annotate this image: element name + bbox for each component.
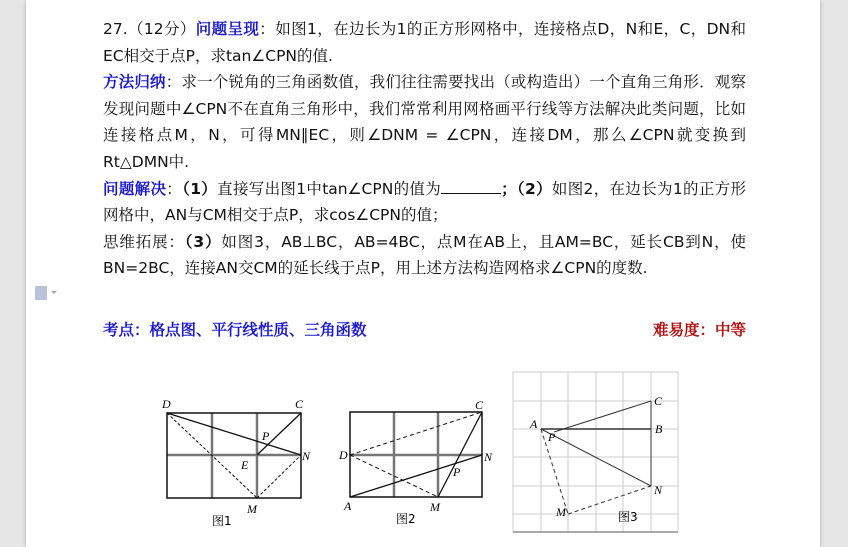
- figure-1-caption: 图1: [212, 514, 232, 528]
- figure-2: [338, 398, 493, 526]
- label-P: P: [262, 429, 270, 443]
- problem-number: 27.（12分）: [103, 20, 196, 38]
- label-N: N: [302, 449, 311, 463]
- label-B: B: [655, 422, 663, 436]
- label-P: P: [548, 430, 556, 444]
- label-M: M: [247, 502, 257, 516]
- heading-solving: 问题解决: [103, 179, 167, 198]
- heading-extension: 思维拓展：: [103, 232, 185, 251]
- part1-label: （1）: [182, 179, 218, 198]
- difficulty: 难易度：中等: [652, 320, 746, 339]
- label-N: N: [654, 483, 663, 497]
- part3-body: 如图3，AB⊥BC，AB=4BC，点M在AB上，且AM=BC，延长CB到N，使BN=2BC，连接AN交CM的延长线于点P，用上述方法构造网格求∠CPN的度数.: [103, 232, 746, 278]
- label-N: N: [484, 450, 493, 464]
- label-D: D: [339, 448, 348, 462]
- part1-body: 直接写出图1中tan∠CPN的值为: [217, 179, 442, 198]
- part3-label: （3）: [184, 232, 222, 251]
- label-M: M: [556, 505, 566, 519]
- label-M: M: [430, 500, 440, 514]
- label-C: C: [475, 398, 484, 412]
- figure-3-caption: 图3: [618, 510, 638, 524]
- figure-1: [161, 397, 311, 528]
- label-D: D: [162, 397, 171, 411]
- method-body: ：求一个锐角的三角函数值，我们往往需要找出（或构造出）一个直角三角形．观察发现问题中∠CPN不在直角三角形中，我们常常利用网格画平行线等方法解决此类问题，比如连接格点M，N，可得MN∥EC，则∠DNM = ∠CPN，连接DM，那么∠CPN就变换到Rt△DMN中.: [103, 73, 746, 171]
- problem-solving: 问题解决：（1）直接写出图1中tan∠CPN的值为 ；（2）如图2，在边长为1的正方形网格中，AN与CM相交于点P，求cos∠CPN的值；: [103, 179, 746, 225]
- figure-3: [513, 372, 678, 532]
- label-A: A: [530, 417, 538, 431]
- part2-label: ；（2）: [501, 179, 552, 198]
- topics: 考点：格点图、平行线性质、三角函数: [103, 320, 367, 339]
- part2-body: 如图2，在边长为1的正方形网格中，AN与CM相交于点P，求cos∠CPN的值；: [103, 179, 746, 225]
- label-P: P: [453, 465, 461, 479]
- heading-method: 方法归纳: [103, 73, 166, 92]
- heading-problem: 问题呈现: [195, 20, 260, 38]
- label-A: A: [344, 499, 352, 513]
- figure-2-caption: 图2: [396, 512, 416, 526]
- label-E: E: [241, 458, 249, 472]
- problem-body: ：如图1，在边长为1的正方形网格中，连接格点D，N和E，C，DN和EC相交于点P，求tan∠CPN的值.: [103, 20, 746, 65]
- label-C: C: [654, 394, 663, 408]
- label-C: C: [295, 397, 304, 411]
